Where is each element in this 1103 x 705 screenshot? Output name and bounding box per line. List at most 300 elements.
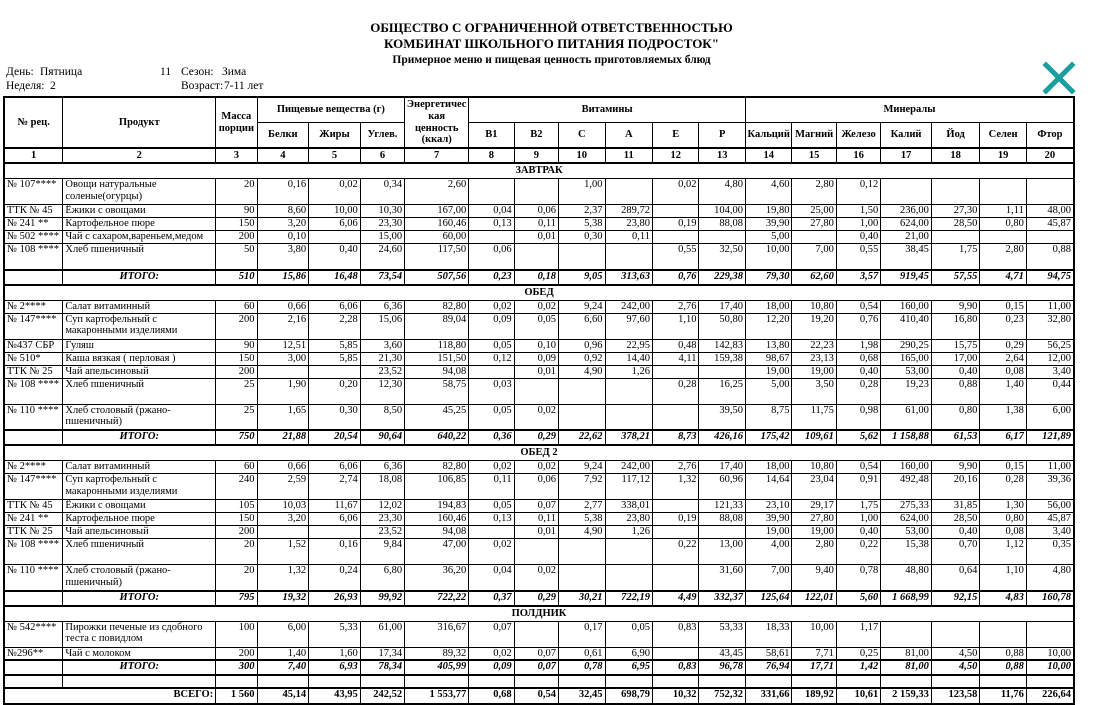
value-cell: 38,45	[881, 244, 932, 270]
value-cell: 78,34	[360, 660, 404, 675]
value-cell: 118,80	[405, 339, 469, 352]
value-cell: 1,10	[653, 313, 699, 339]
value-cell: 3,40	[1026, 526, 1074, 539]
value-cell: 624,00	[881, 513, 932, 526]
value-cell: 0,98	[836, 404, 880, 430]
table-row	[4, 378, 1074, 404]
value-cell	[559, 565, 605, 591]
value-cell: 0,80	[980, 513, 1026, 526]
value-cell: 32,45	[559, 688, 605, 704]
value-cell: 0,01	[514, 231, 558, 244]
empty-cell	[836, 675, 880, 688]
value-cell	[1026, 231, 1074, 244]
value-cell: 12,20	[745, 313, 791, 339]
product-name-cell: Картофельное пюре	[63, 513, 216, 526]
value-cell: 0,12	[469, 352, 514, 365]
value-cell: 2,80	[792, 179, 836, 205]
column-number: 15	[792, 148, 836, 163]
value-cell: 18,00	[745, 300, 791, 313]
value-cell: 125,64	[745, 591, 791, 606]
value-cell: 58,75	[405, 378, 469, 404]
section-title-row	[4, 163, 1074, 179]
value-cell: 426,16	[699, 430, 746, 445]
empty-cell	[653, 675, 699, 688]
value-cell: 10,03	[257, 500, 309, 513]
value-cell	[309, 231, 361, 244]
value-cell: 61,00	[360, 621, 404, 647]
value-cell: 0,19	[653, 218, 699, 231]
value-cell: 11,00	[1026, 300, 1074, 313]
value-cell: 0,48	[653, 339, 699, 352]
value-cell: 313,63	[605, 270, 653, 285]
recipe-number-cell: ТТК № 45	[4, 205, 63, 218]
recipe-number-cell: № 108 ****	[4, 539, 63, 565]
value-cell: 104,00	[699, 205, 746, 218]
value-cell: 23,30	[360, 218, 404, 231]
value-cell: 6,36	[360, 461, 404, 474]
value-cell: 0,11	[514, 218, 558, 231]
value-cell: 6,00	[257, 621, 309, 647]
value-cell	[653, 647, 699, 660]
value-cell: 7,00	[792, 244, 836, 270]
product-name-cell: Хлеб пшеничный	[63, 539, 216, 565]
value-cell: 200	[216, 365, 257, 378]
value-cell: 89,04	[405, 313, 469, 339]
value-cell: 160,46	[405, 218, 469, 231]
recipe-number-cell: № 147****	[4, 474, 63, 500]
value-cell: 160,00	[881, 300, 932, 313]
value-cell: 0,68	[469, 688, 514, 704]
value-cell: 1,10	[980, 565, 1026, 591]
group-header-nutrients: Пищевые вещества (г)	[257, 97, 405, 123]
col-header-recipe: № рец.	[4, 97, 63, 148]
value-cell: 92,15	[931, 591, 980, 606]
value-cell: 0,18	[514, 270, 558, 285]
value-cell: 16,25	[699, 378, 746, 404]
recipe-number-cell	[4, 270, 63, 285]
value-cell	[559, 539, 605, 565]
value-cell	[605, 565, 653, 591]
value-cell: 82,80	[405, 300, 469, 313]
total-label-cell: ИТОГО:	[63, 591, 216, 606]
value-cell: 0,30	[559, 231, 605, 244]
value-cell: 14,64	[745, 474, 791, 500]
value-cell: 5,00	[745, 231, 791, 244]
product-name-cell: Хлеб столовый (ржано-пшеничный)	[63, 404, 216, 430]
value-cell: 23,52	[360, 365, 404, 378]
table-row	[4, 500, 1074, 513]
value-cell: 6,06	[309, 513, 361, 526]
value-cell: 0,19	[653, 513, 699, 526]
empty-cell	[745, 675, 791, 688]
empty-cell	[1026, 675, 1074, 688]
value-cell: 4,80	[699, 179, 746, 205]
value-cell: 0,40	[836, 365, 880, 378]
value-cell: 0,02	[309, 179, 361, 205]
value-cell: 12,00	[1026, 352, 1074, 365]
value-cell: 200	[216, 313, 257, 339]
value-cell: 2,74	[309, 474, 361, 500]
recipe-number-cell: № 107****	[4, 179, 63, 205]
value-cell: 27,80	[792, 513, 836, 526]
value-cell	[514, 621, 558, 647]
value-cell	[881, 621, 932, 647]
value-cell: 2,76	[653, 461, 699, 474]
value-cell: 15,00	[360, 231, 404, 244]
value-cell: 53,33	[699, 621, 746, 647]
value-cell: 25,00	[792, 205, 836, 218]
product-name-cell: Картофельное пюре	[63, 218, 216, 231]
product-name-cell: Хлеб столовый (ржано-пшеничный)	[63, 565, 216, 591]
value-cell	[257, 526, 309, 539]
value-cell: 0,29	[514, 591, 558, 606]
table-row	[4, 621, 1074, 647]
value-cell: 0,15	[980, 300, 1026, 313]
value-cell: 6,80	[360, 565, 404, 591]
value-cell: 39,90	[745, 513, 791, 526]
value-cell: 81,00	[881, 647, 932, 660]
value-cell: 4,80	[1026, 565, 1074, 591]
value-cell: 0,37	[469, 591, 514, 606]
value-cell: 10,00	[745, 244, 791, 270]
empty-cell	[405, 675, 469, 688]
table-row	[4, 300, 1074, 313]
column-header: А	[605, 123, 653, 149]
total-label-cell: ИТОГО:	[63, 430, 216, 445]
value-cell: 0,07	[514, 647, 558, 660]
value-cell: 45,25	[405, 404, 469, 430]
value-cell: 0,02	[469, 300, 514, 313]
value-cell: 5,62	[836, 430, 880, 445]
value-cell: 0,07	[514, 660, 558, 675]
column-header: Железо	[836, 123, 880, 149]
age-label: Возраст:	[181, 80, 224, 92]
product-name-cell: Салат витаминный	[63, 300, 216, 313]
column-number: 19	[980, 148, 1026, 163]
group-header-minerals: Минералы	[745, 97, 1074, 123]
value-cell: 122,01	[792, 591, 836, 606]
value-cell: 0,54	[836, 461, 880, 474]
value-cell: 43,95	[309, 688, 361, 704]
value-cell: 0,02	[514, 404, 558, 430]
value-cell: 1,00	[836, 513, 880, 526]
value-cell: 23,04	[792, 474, 836, 500]
value-cell: 11,67	[309, 500, 361, 513]
value-cell: 0,02	[514, 300, 558, 313]
value-cell: 2,59	[257, 474, 309, 500]
value-cell: 0,01	[514, 365, 558, 378]
value-cell: 0,44	[1026, 378, 1074, 404]
value-cell: 189,92	[792, 688, 836, 704]
value-cell: 1,00	[836, 218, 880, 231]
value-cell: 23,13	[792, 352, 836, 365]
value-cell: 98,67	[745, 352, 791, 365]
product-name-cell: Чай апельсиновый	[63, 526, 216, 539]
value-cell: 13,00	[699, 539, 746, 565]
value-cell	[469, 365, 514, 378]
value-cell: 1,11	[980, 205, 1026, 218]
value-cell: 0,25	[836, 647, 880, 660]
value-cell: 94,08	[405, 526, 469, 539]
value-cell: 25	[216, 404, 257, 430]
org-title-line2: КОМБИНАТ ШКОЛЬНОГО ПИТАНИЯ ПОДРОСТОК"	[384, 36, 719, 52]
value-cell: 12,30	[360, 378, 404, 404]
value-cell: 919,45	[881, 270, 932, 285]
value-cell: 31,85	[931, 500, 980, 513]
value-cell	[514, 244, 558, 270]
value-cell: 0,05	[514, 313, 558, 339]
section-total-row	[4, 430, 1074, 445]
value-cell: 316,67	[405, 621, 469, 647]
value-cell: 1,65	[257, 404, 309, 430]
value-cell: 90	[216, 339, 257, 352]
recipe-number-cell: № 147****	[4, 313, 63, 339]
value-cell: 20	[216, 179, 257, 205]
value-cell: 23,30	[360, 513, 404, 526]
value-cell: 10,00	[1026, 660, 1074, 675]
value-cell: 5,60	[836, 591, 880, 606]
value-cell	[792, 231, 836, 244]
value-cell: 11,75	[792, 404, 836, 430]
value-cell: 0,40	[931, 365, 980, 378]
product-name-cell: Салат витаминный	[63, 461, 216, 474]
value-cell: 1,90	[257, 378, 309, 404]
value-cell: 0,11	[514, 513, 558, 526]
value-cell: 0,07	[469, 621, 514, 647]
value-cell: 18,08	[360, 474, 404, 500]
value-cell: 0,06	[514, 474, 558, 500]
value-cell	[469, 231, 514, 244]
value-cell: 0,05	[469, 500, 514, 513]
season-value: Зима	[222, 66, 247, 78]
empty-cell	[514, 675, 558, 688]
value-cell: 0,22	[653, 539, 699, 565]
value-cell: 19,00	[745, 365, 791, 378]
empty-cell	[216, 675, 257, 688]
value-cell: 242,00	[605, 461, 653, 474]
value-cell: 0,88	[980, 647, 1026, 660]
table-row	[4, 313, 1074, 339]
value-cell: 105	[216, 500, 257, 513]
value-cell: 0,17	[559, 621, 605, 647]
value-cell: 0,91	[836, 474, 880, 500]
value-cell: 1,12	[980, 539, 1026, 565]
column-number: 14	[745, 148, 791, 163]
value-cell: 242,00	[605, 300, 653, 313]
value-cell: 117,12	[605, 474, 653, 500]
value-cell: 17,34	[360, 647, 404, 660]
column-number: 4	[257, 148, 309, 163]
value-cell: 31,60	[699, 565, 746, 591]
column-numbers-row	[4, 148, 1074, 163]
value-cell: 8,50	[360, 404, 404, 430]
value-cell: 48,80	[881, 565, 932, 591]
value-cell: 14,40	[605, 352, 653, 365]
value-cell: 2,80	[980, 244, 1026, 270]
value-cell: 4,60	[745, 179, 791, 205]
value-cell: 18,00	[745, 461, 791, 474]
value-cell: 3,80	[257, 244, 309, 270]
value-cell: 20,54	[309, 430, 361, 445]
value-cell: 60	[216, 300, 257, 313]
product-name-cell: Гуляш	[63, 339, 216, 352]
recipe-number-cell: №296**	[4, 647, 63, 660]
value-cell	[514, 539, 558, 565]
recipe-number-cell: № 241 **	[4, 513, 63, 526]
value-cell: 9,90	[931, 300, 980, 313]
product-name-cell: Каша вязкая ( перловая )	[63, 352, 216, 365]
empty-cell	[881, 675, 932, 688]
section-total-row	[4, 591, 1074, 606]
value-cell: 1,75	[836, 500, 880, 513]
value-cell: 0,30	[309, 404, 361, 430]
value-cell: 752,32	[699, 688, 746, 704]
value-cell: 0,61	[559, 647, 605, 660]
value-cell: 0,05	[605, 621, 653, 647]
value-cell: 142,83	[699, 339, 746, 352]
value-cell: 236,00	[881, 205, 932, 218]
value-cell: 5,00	[745, 378, 791, 404]
value-cell: 0,04	[469, 565, 514, 591]
value-cell: 0,06	[514, 205, 558, 218]
empty-cell	[469, 675, 514, 688]
value-cell: 4,90	[559, 365, 605, 378]
value-cell: 11,00	[1026, 461, 1074, 474]
empty-cell	[699, 675, 746, 688]
value-cell: 8,73	[653, 430, 699, 445]
value-cell: 8,75	[745, 404, 791, 430]
value-cell: 3,50	[792, 378, 836, 404]
value-cell: 43,45	[699, 647, 746, 660]
recipe-number-cell	[4, 660, 63, 675]
season-label: Сезон:	[181, 66, 214, 78]
value-cell: 0,11	[605, 231, 653, 244]
value-cell: 61,00	[881, 404, 932, 430]
column-header: Белки	[257, 123, 309, 149]
value-cell: 19,00	[792, 365, 836, 378]
value-cell: 698,79	[605, 688, 653, 704]
org-title-line1: ОБЩЕСТВО С ОГРАНИЧЕННОЙ ОТВЕТСТВЕННОСТЬЮ	[370, 20, 733, 35]
value-cell: 1 553,77	[405, 688, 469, 704]
value-cell: 510	[216, 270, 257, 285]
value-cell: 0,29	[514, 430, 558, 445]
value-cell: 0,13	[469, 513, 514, 526]
value-cell: 0,02	[653, 179, 699, 205]
value-cell: 410,40	[881, 313, 932, 339]
col-header-product: Продукт	[63, 97, 216, 148]
value-cell: 4,11	[653, 352, 699, 365]
value-cell: 10,00	[792, 621, 836, 647]
value-cell: 45,87	[1026, 218, 1074, 231]
value-cell: 0,40	[309, 244, 361, 270]
value-cell: 3,00	[257, 352, 309, 365]
value-cell: 9,90	[931, 461, 980, 474]
empty-cell	[309, 675, 361, 688]
value-cell: 6,95	[605, 660, 653, 675]
value-cell: 32,80	[1026, 313, 1074, 339]
value-cell	[605, 244, 653, 270]
table-row	[4, 474, 1074, 500]
table-row	[4, 565, 1074, 591]
value-cell: 0,10	[257, 231, 309, 244]
value-cell: 82,80	[405, 461, 469, 474]
value-cell: 109,61	[792, 430, 836, 445]
value-cell: 226,64	[1026, 688, 1074, 704]
value-cell: 160,78	[1026, 591, 1074, 606]
value-cell: 20	[216, 565, 257, 591]
value-cell: 2,80	[792, 539, 836, 565]
value-cell: 21,88	[257, 430, 309, 445]
value-cell: 94,08	[405, 365, 469, 378]
value-cell: 378,21	[605, 430, 653, 445]
value-cell: 39,90	[745, 218, 791, 231]
column-header: Йод	[931, 123, 980, 149]
value-cell: 405,99	[405, 660, 469, 675]
col-header-mass: Масса порции	[216, 97, 257, 148]
value-cell: 3,57	[836, 270, 880, 285]
section-title: ОБЕД 2	[520, 447, 558, 459]
recipe-number-cell: № 2****	[4, 300, 63, 313]
value-cell: 0,20	[309, 378, 361, 404]
value-cell: 20	[216, 539, 257, 565]
value-cell: 0,02	[469, 647, 514, 660]
recipe-number-cell: № 108 ****	[4, 244, 63, 270]
value-cell: 0,88	[931, 378, 980, 404]
value-cell: 10,30	[360, 205, 404, 218]
value-cell: 2,64	[980, 352, 1026, 365]
value-cell: 5,38	[559, 513, 605, 526]
value-cell: 53,00	[881, 526, 932, 539]
value-cell	[653, 565, 699, 591]
value-cell: 50	[216, 244, 257, 270]
value-cell: 0,54	[836, 300, 880, 313]
value-cell: 0,12	[836, 179, 880, 205]
value-cell: 97,60	[605, 313, 653, 339]
value-cell: 150	[216, 218, 257, 231]
close-icon[interactable]	[1041, 60, 1077, 96]
value-cell: 0,76	[653, 270, 699, 285]
value-cell: 26,93	[309, 591, 361, 606]
value-cell	[699, 526, 746, 539]
value-cell: 27,80	[792, 218, 836, 231]
table-row	[4, 647, 1074, 660]
value-cell: 0,05	[469, 339, 514, 352]
column-header: В2	[514, 123, 558, 149]
grand-total-label: ВСЕГО:	[4, 688, 216, 704]
value-cell: 39,36	[1026, 474, 1074, 500]
recipe-number-cell: ТТК № 45	[4, 500, 63, 513]
value-cell: 6,06	[309, 300, 361, 313]
value-cell: 242,52	[360, 688, 404, 704]
value-cell: 32,50	[699, 244, 746, 270]
product-name-cell: Хлеб пшеничный	[63, 244, 216, 270]
value-cell: 27,30	[931, 205, 980, 218]
recipe-number-cell	[4, 591, 63, 606]
value-cell: 9,40	[792, 565, 836, 591]
value-cell: 6,60	[559, 313, 605, 339]
value-cell: 1,38	[980, 404, 1026, 430]
value-cell	[514, 179, 558, 205]
value-cell: 0,80	[980, 218, 1026, 231]
column-number: 13	[699, 148, 746, 163]
value-cell: 624,00	[881, 218, 932, 231]
total-label-cell: ИТОГО:	[63, 660, 216, 675]
value-cell	[605, 404, 653, 430]
value-cell: 21,30	[360, 352, 404, 365]
table-row	[4, 179, 1074, 205]
recipe-number-cell: ТТК № 25	[4, 365, 63, 378]
value-cell: 4,83	[980, 591, 1026, 606]
